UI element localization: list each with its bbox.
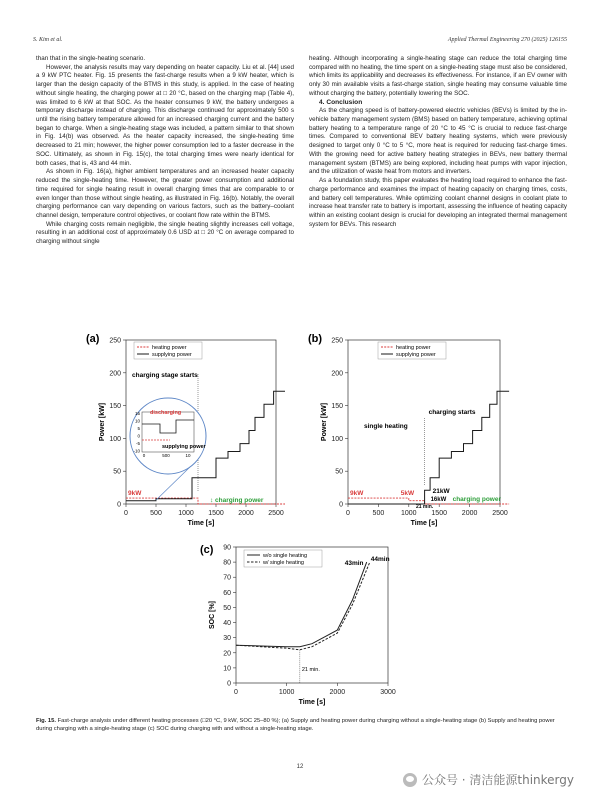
y-tick-label: 10 <box>223 665 231 673</box>
x-tick-label: 0 <box>124 510 128 517</box>
inset-x-tick-label: 500 <box>162 453 170 458</box>
y-tick-label: 50 <box>335 468 343 476</box>
y-tick-label: 50 <box>223 604 231 612</box>
caption-text: Fast-charge analysis under different heating processes (□20 °C, 9 kW, SOC 25–80 %); (a) Supply and heating power during charging without a single-heating stage (b) Supply and heating power during charging with a single-heating stage (c) SOC during charging with and without a single-heating stage. <box>36 718 555 733</box>
x-tick-label: 2000 <box>461 510 478 517</box>
annotation-21kw: 21kW <box>432 488 450 496</box>
y-tick-label: 30 <box>223 635 231 643</box>
y-tick-label: 60 <box>223 589 231 597</box>
legend-entry: supplying power <box>396 352 436 358</box>
y-tick-label: 70 <box>223 574 231 582</box>
annotation-single-heating: single heating <box>364 423 408 430</box>
plot-frame <box>348 340 500 504</box>
paragraph: than that in the single-heating scenario. <box>36 55 146 62</box>
y-tick-label: 100 <box>109 435 121 443</box>
x-tick-label: 1500 <box>431 510 447 517</box>
annotation-16kw: 16kW <box>430 497 447 504</box>
annotation-43min: 43min <box>344 560 364 568</box>
figure-caption <box>36 717 568 733</box>
figure-panel-b <box>306 328 516 528</box>
page-number: 12 <box>296 764 304 770</box>
x-tick-label: 0 <box>234 689 238 696</box>
y-tick-label: 80 <box>223 559 231 567</box>
paragraph: As a foundation study, this paper evaluates the heating load required to enhance the fast-charge performance and examines the impact of heating capacity on charging times, costs, and battery cell temperatures. While optimizing coolant channel designs in coolant plate to increase heat transfer rate to battery is important, assessing the influence of heating capacity within an existing coolant design is crucial for developing an integrated thermal management system for BEVs. This research <box>309 177 567 228</box>
x-tick-label: 2000 <box>329 689 346 696</box>
paragraph: heating. Although incorporating a single-heating stage can reduce the total charging time compared with no heating, the time spent on a single-heating stage must also be considered, which limits its applicability and decreases its effectiveness. For instance, if an EV owner with only 30 min available visits a fast-charge station, single heating may consume valuable time without charging the battery, potentially lowering the SOC. <box>309 55 567 97</box>
paragraph: As the charging speed is of battery-powered electric vehicles (BEVs) is limited by the in-vehicle battery management system (BMS) based on battery temperature, achieving optimal battery heating to a temperature range of 20 °C to 45 °C is crucial to reduce fast-charge times. Compared to conventional BEV battery heating systems, which were previously designed to target only 0 °C to 5 °C, more heat is required for reducing fast-charge times. With the growing need for active battery heating strategies in BEVs, new battery thermal management system (BTMS) are being explored, including heat pumps with vapor injection, and the utilization of waste heat from motors and inverters. <box>309 107 567 176</box>
figure-panel-c <box>198 543 408 713</box>
paragraph: However, the analysis results may vary depending on heater capacity. Liu et al. [44] used a 9 kW PTC heater. Fig. 15 presents the fast-charge results when a 9 kW heater, which is larger than the design capacity of the BTMS in this study, is applied. In the case of heating without single heating, the charging power at □ 20 °C, based on the charging map (Table 4), was limited to 6 kW at that SOC. As the heater consumes 9 kW, the battery undergoes a temporary discharge instead of charging. This discharge continued for approximately 500 s until the rising battery temperature allowed for an increased charging current and the battery began to charge. When a single-heating stage was included, a pattern similar to that shown in Fig. 14(b) was observed. As the heater capacity increased, the single-heating time decreased to 21 min; however, the higher power consumption led to a faster decrease in the SOC. Ultimately, as shown in Fig. 15(c), the total charging times were nearly identical for both cases, that is, 43 and 44 min. <box>36 63 294 167</box>
x-tick-label: 500 <box>372 510 385 517</box>
inset-annotation-discharging: discharging <box>150 410 182 416</box>
inset-y-tick-label: 5 <box>137 426 140 431</box>
inset-y-tick-label: 10 <box>134 418 140 424</box>
x-tick-label: 1000 <box>278 689 295 696</box>
annotation-charging-power: ↕ charging power <box>210 497 264 505</box>
y-tick-label: 0 <box>227 680 231 688</box>
y-axis-label: Power [kW] <box>321 402 328 442</box>
inset-y-tick-label: 0 <box>137 433 140 439</box>
y-tick-label: 0 <box>117 501 121 509</box>
y-axis-label: SOC [%] <box>209 601 216 629</box>
series-without-single-heating <box>236 562 367 647</box>
panel-label: (b) <box>308 333 323 345</box>
annotation-charging-stage: charging stage starts <box>132 372 198 379</box>
plot-area <box>321 338 509 528</box>
y-tick-label: 200 <box>331 370 343 378</box>
left-text-column <box>36 55 294 247</box>
x-tick-label: 1500 <box>208 510 224 517</box>
inset-y-tick-label: -10 <box>133 448 140 454</box>
annotation-charging-starts: charging starts <box>428 409 476 416</box>
x-tick-label: 1000 <box>178 510 194 517</box>
running-header-authors: S. Kim et al. <box>33 37 63 43</box>
paragraph: As shown in Fig. 16(a), higher ambient temperatures and an increased heater capacity reduced the single-heating time. However, the greater power consumption and additional time required for single heating result in overall charging times that are comparable to or even longer than those without single heating, as illustrated in Fig. 16(b). Notably, the overall charging performance can vary depending on various factors, such as the battery–coolant channel design, temperature control objectives, or coolant flow rate within the BTMS. <box>36 168 294 219</box>
legend-entry: w/ single heating <box>263 560 304 566</box>
x-axis-label: Time [s] <box>410 520 438 527</box>
inset-y-tick-label: 15 <box>134 411 140 416</box>
running-header-journal: Applied Thermal Engineering 270 (2025) 126155 <box>447 37 567 43</box>
inset-x-tick-label: 10 <box>185 453 191 458</box>
wechat-icon <box>403 773 417 787</box>
figure-panel-a <box>86 328 296 528</box>
y-axis-label: Power [kW] <box>99 402 106 442</box>
annotation-21min: 21 min. <box>301 666 320 673</box>
legend-entry: supplying power <box>152 352 192 358</box>
y-tick-label: 150 <box>109 403 121 411</box>
x-tick-label: 0 <box>346 510 350 517</box>
y-tick-label: 40 <box>223 620 231 628</box>
x-axis-label: Time [s] <box>298 699 326 706</box>
y-tick-label: 0 <box>339 501 343 509</box>
paragraph: While charging costs remain negligible, the single heating slightly increases cell voltage, resulting in an additional cost of approximately 0.6 USD at □ 20 °C on average compared to charging without single <box>36 220 294 246</box>
plot-area <box>209 545 396 707</box>
caption-label: Fig. 15. <box>36 718 56 724</box>
x-tick-label: 2000 <box>238 510 254 517</box>
legend-entry: w/o single heating <box>263 553 308 559</box>
x-tick-label: 500 <box>150 510 162 517</box>
inset-annotation-supplying: supplying power <box>162 444 206 450</box>
inset-x-tick-label: 0 <box>142 453 146 458</box>
y-tick-label: 90 <box>223 544 231 552</box>
y-tick-label: 250 <box>109 337 121 345</box>
legend-entry: heating power <box>396 345 431 351</box>
annotation-5kw: 5kW <box>400 490 415 498</box>
annotation-9kw: 9kW <box>128 490 142 498</box>
x-tick-label: 3000 <box>380 689 396 696</box>
y-tick-label: 200 <box>109 370 121 378</box>
x-tick-label: 1000 <box>401 510 417 517</box>
y-tick-label: 50 <box>113 468 121 476</box>
watermark <box>403 771 574 788</box>
annotation-44min: 44min <box>370 556 390 564</box>
section-heading: 4. Conclusion <box>319 98 363 106</box>
annotation-charging-power: charging power <box>452 496 502 504</box>
watermark-text: 公众号 · 清洁能源thinkergy <box>421 773 574 787</box>
inset-y-tick-label: -5 <box>135 441 140 446</box>
y-tick-label: 250 <box>331 337 343 345</box>
x-tick-label: 2500 <box>492 510 508 517</box>
x-axis-label: Time [s] <box>187 520 215 527</box>
plot-area <box>99 338 285 528</box>
y-tick-label: 20 <box>223 650 231 658</box>
y-tick-label: 100 <box>331 435 343 443</box>
annotation-21min: 21 min. <box>415 504 434 510</box>
y-tick-label: 150 <box>331 403 343 411</box>
panel-label: (a) <box>86 333 100 345</box>
right-text-column <box>309 55 567 229</box>
annotation-9kw: 9kW <box>350 490 364 498</box>
legend-entry: heating power <box>152 345 187 351</box>
panel-label: (c) <box>200 544 214 556</box>
x-tick-label: 2500 <box>268 510 284 517</box>
